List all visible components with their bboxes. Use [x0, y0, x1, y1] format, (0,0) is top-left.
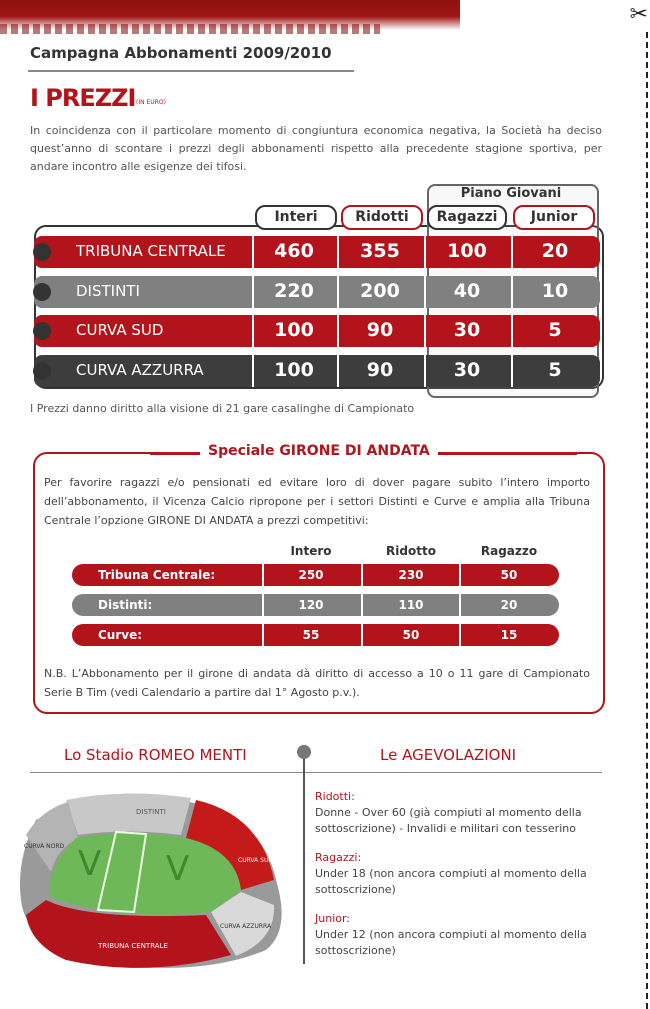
- divider-dot: [297, 745, 311, 759]
- speciale-title: Speciale GIRONE DI ANDATA: [200, 443, 438, 459]
- label-distinti: DISTINTI: [136, 808, 166, 816]
- scissors-icon: ✂: [629, 2, 648, 27]
- sp-price-cell: 230: [398, 568, 424, 582]
- title-rule-left: [150, 453, 200, 455]
- price-cell: 100: [447, 240, 487, 262]
- price-cell: 90: [366, 319, 394, 341]
- sp-col-header-ragazzo: Ragazzo: [480, 544, 538, 558]
- prezzi-title: I PREZZI: [30, 84, 136, 112]
- sector-distinti: [66, 793, 191, 835]
- row-bullet: [33, 243, 51, 261]
- sp-row-label: Distinti:: [98, 598, 153, 612]
- pitch-logo-v: V: [78, 844, 102, 884]
- label-tribuna-centrale: TRIBUNA CENTRALE: [98, 942, 168, 950]
- sp-price-cell: 55: [302, 628, 320, 642]
- sp-price-cell: 20: [500, 598, 518, 612]
- sp-price-cell: 15: [500, 628, 518, 642]
- sp-row-label: Curve:: [98, 628, 143, 642]
- sp-price-cell: 110: [398, 598, 424, 612]
- agev-text-ridotti: Donne - Over 60 (già compiuti al momento della sottoscrizione) - Invalidi e militari con tesserino: [315, 806, 582, 835]
- vertical-divider: [303, 752, 305, 964]
- sp-price-cell: 50: [402, 628, 420, 642]
- prezzi-unit: (IN EURO): [136, 99, 166, 106]
- price-cell: 355: [360, 240, 400, 262]
- label-curva-azzurra: CURVA AZZURRA: [220, 923, 272, 930]
- col-header-junior: Junior: [513, 205, 595, 230]
- price-cell: 40: [453, 280, 481, 302]
- price-cell: 5: [548, 319, 562, 341]
- price-cell: 220: [274, 280, 314, 302]
- sp-price-cell: 50: [500, 568, 518, 582]
- price-cell: 30: [453, 319, 481, 341]
- speciale-nb-note: N.B. L’Abbonamento per il girone di andata dà diritto di accesso a 10 o 11 gare di Campionato Serie B Tim (vedi Calendario a partire dal 1° Agosto p.v.).: [44, 667, 590, 699]
- col-header-ragazzi: Ragazzi: [427, 205, 507, 230]
- price-cell: 90: [366, 359, 394, 381]
- pitch-logo-v: V: [166, 849, 190, 889]
- row-label: TRIBUNA CENTRALE: [76, 242, 226, 260]
- agevolazioni-title: Le AGEVOLAZIONI: [380, 746, 517, 764]
- price-cell: 460: [274, 240, 314, 262]
- sp-col-header-intero: Intero: [290, 544, 332, 558]
- row-bullet: [33, 283, 51, 301]
- section-divider: [30, 772, 602, 773]
- price-cell: 30: [453, 359, 481, 381]
- price-cell: 10: [541, 280, 569, 302]
- sp-row-label: Tribuna Centrale:: [98, 568, 216, 582]
- price-cell: 20: [541, 240, 569, 262]
- price-cell: 100: [274, 319, 314, 341]
- stadium-map: [6, 780, 296, 980]
- title-rule-right: [437, 453, 577, 455]
- row-bullet: [33, 362, 51, 380]
- price-cell: 100: [274, 359, 314, 381]
- sp-price-cell: 120: [298, 598, 324, 612]
- agev-head-ridotti: Ridotti:: [315, 790, 355, 803]
- prezzi-note: I Prezzi danno diritto alla visione di 21 gare casalinghe di Campionato: [30, 402, 415, 415]
- row-bullet: [33, 322, 51, 340]
- piano-giovani-label: Piano Giovani: [460, 186, 562, 201]
- price-cell: 5: [548, 359, 562, 381]
- agev-text-junior: Under 12 (non ancora compiuti al momento della sottoscrizione): [315, 928, 587, 957]
- header-divider: [28, 70, 354, 72]
- decorative-brush-stripe: [0, 24, 380, 34]
- agev-head-ragazzi: Ragazzi:: [315, 851, 362, 864]
- col-header-ridotti: Ridotti: [341, 205, 423, 230]
- sp-price-cell: 250: [298, 568, 324, 582]
- row-label: CURVA AZZURRA: [76, 361, 204, 379]
- cut-line: [646, 32, 648, 1009]
- price-cell: 200: [360, 280, 400, 302]
- prezzi-intro: In coincidenza con il particolare momento di congiuntura economica negativa, la Società ha deciso quest’anno di scontare i prezzi degli abbonamenti rispetto alla precedente stagione sportiva, per andare incontro alle esigenze dei tifosi.: [30, 124, 602, 173]
- label-curva-sud: CURVA SUD: [238, 857, 273, 864]
- stadio-title: Lo Stadio ROMEO MENTI: [64, 746, 247, 764]
- page-title: Campagna Abbonamenti 2009/2010: [30, 44, 332, 62]
- speciale-text: Per favorire ragazzi e/o pensionati ed evitare loro di dover pagare subito l’intero importo dell’abbonamento, il Vicenza Calcio ripropone per i settori Distinti e Curve e amplia alla Tribuna Centrale l’opzione GIRONE DI ANDATA a prezzi competitivi:: [44, 476, 590, 527]
- row-label: DISTINTI: [76, 282, 140, 300]
- col-header-interi: Interi: [255, 205, 337, 230]
- agev-text-ragazzi: Under 18 (non ancora compiuti al momento della sottoscrizione): [315, 867, 587, 896]
- sp-col-header-ridotto: Ridotto: [386, 544, 436, 558]
- label-curva-nord: CURVA NORD: [24, 843, 65, 850]
- row-label: CURVA SUD: [76, 321, 164, 339]
- agev-head-junior: Junior:: [315, 912, 351, 925]
